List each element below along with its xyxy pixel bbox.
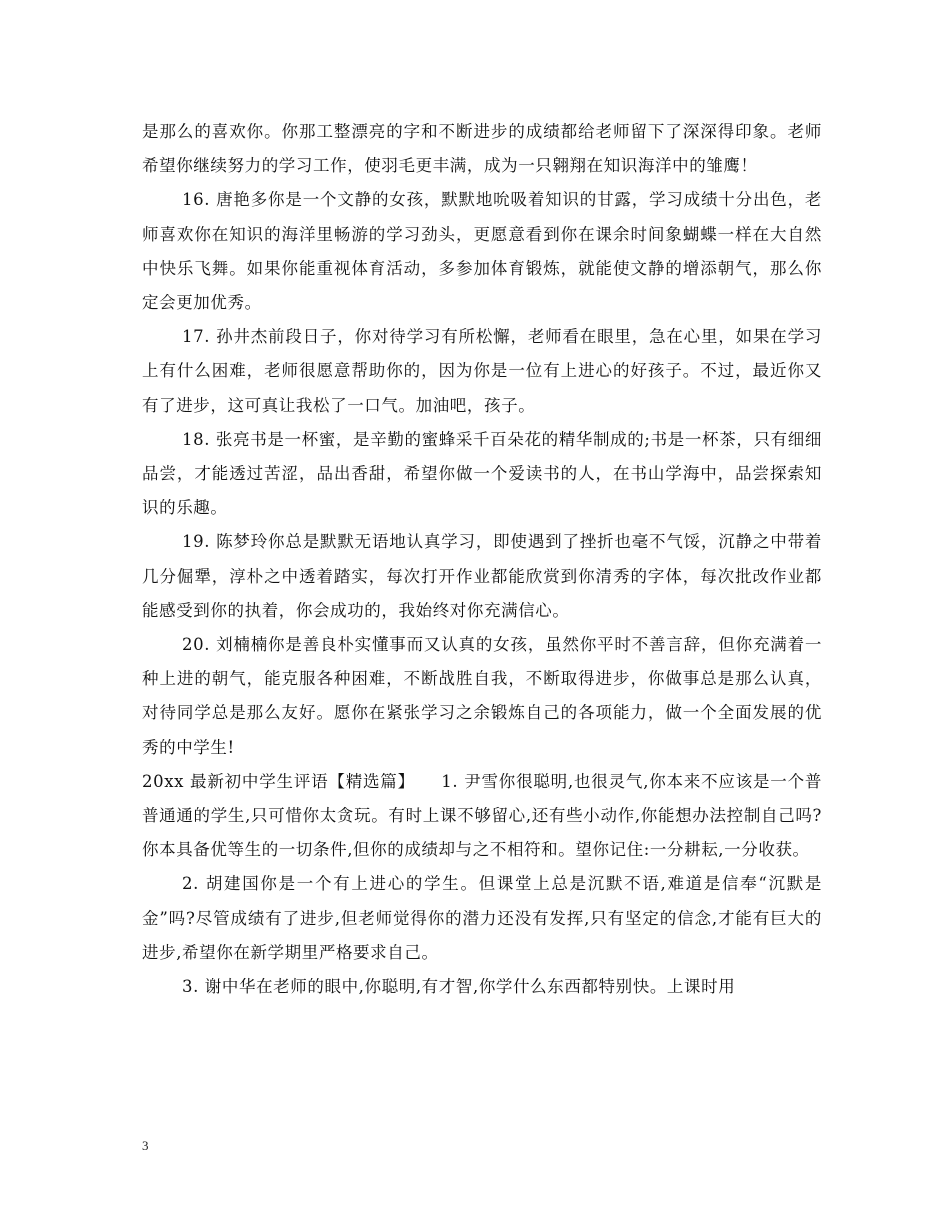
paragraph-comment-19: 19. 陈梦玲你总是默默无语地认真学习，即使遇到了挫折也毫不气馁，沉静之中带着几分倔犟，淳朴之中透着踏实，每次打开作业都能欣赏到你清秀的字体，每次批改作业都能感受到你的执着，你会成功的，我始终对你充满信心。 bbox=[142, 532, 822, 620]
paragraph-comment-2: 2. 胡建国你是一个有上进心的学生。但课堂上总是沉默不语,难道是信奉“沉默是金”吗?尽管成绩有了进步,但老师觉得你的潜力还没有发挥,只有坚定的信念,才能有巨大的进步,希望你在新学期里严格要求自己。 bbox=[142, 874, 822, 962]
paragraph-comment-18: 18. 张亮书是一杯蜜，是辛勤的蜜蜂采千百朵花的精华制成的;书是一杯茶，只有细细品尝，才能透过苦涩，品出香甜，希望你做一个爱读书的人，在书山学海中，品尝探索知识的乐趣。 bbox=[142, 429, 822, 518]
paragraph-continuation: 是那么的喜欢你。你那工整漂亮的字和不断进步的成绩都给老师留下了深深得印象。老师希望你继续努力的学习工作，使羽毛更丰满，成为一只翱翔在知识海洋中的雏鹰！ bbox=[142, 122, 822, 176]
paragraph-comment-16: 16. 唐艳多你是一个文静的女孩，默默地吮吸着知识的甘露，学习成绩十分出色，老师喜欢你在知识的海洋里畅游的学习劲头，更愿意看到你在课余时间象蝴蝶一样在大自然中快乐飞舞。如果你能重视体育活动，多参加体育锻炼，就能使文静的增添朝气，那么你定会更加优秀。 bbox=[142, 190, 822, 313]
paragraph-section-heading-comment-1: 20xx 最新初中学生评语【精选篇】 1. 尹雪你很聪明,也很灵气,你本来不应该是一个普普通通的学生,只可惜你太贪玩。有时上课不够留心,还有些小动作,你能想办法控制自己吗?你本具备优等生的一切条件,但你的成绩却与之不相符和。望你记住:一分耕耘,一分收获。 bbox=[142, 771, 822, 860]
paragraph-comment-17: 17. 孙井杰前段日子，你对待学习有所松懈，老师看在眼里，急在心里，如果在学习上有什么困难，老师很愿意帮助你的，因为你是一位有上进心的好孩子。不过，最近你又有了进步，这可真让我松了一口气。加油吧，孩子。 bbox=[142, 327, 822, 415]
document-body bbox=[142, 115, 822, 1004]
page-number: 3 bbox=[142, 1138, 149, 1153]
paragraph-comment-3: 3. 谢中华在老师的眼中,你聪明,有才智,你学什么东西都特别快。上课时用 bbox=[182, 977, 736, 997]
paragraph-comment-20: 20. 刘楠楠你是善良朴实懂事而又认真的女孩，虽然你平时不善言辞，但你充满着一种上进的朝气，能克服各种困难，不断战胜自我，不断取得进步，你做事总是那么认真，对待同学总是那么友好。愿你在紧张学习之余锻炼自己的各项能力，做一个全面发展的优秀的中学生! bbox=[142, 635, 822, 757]
